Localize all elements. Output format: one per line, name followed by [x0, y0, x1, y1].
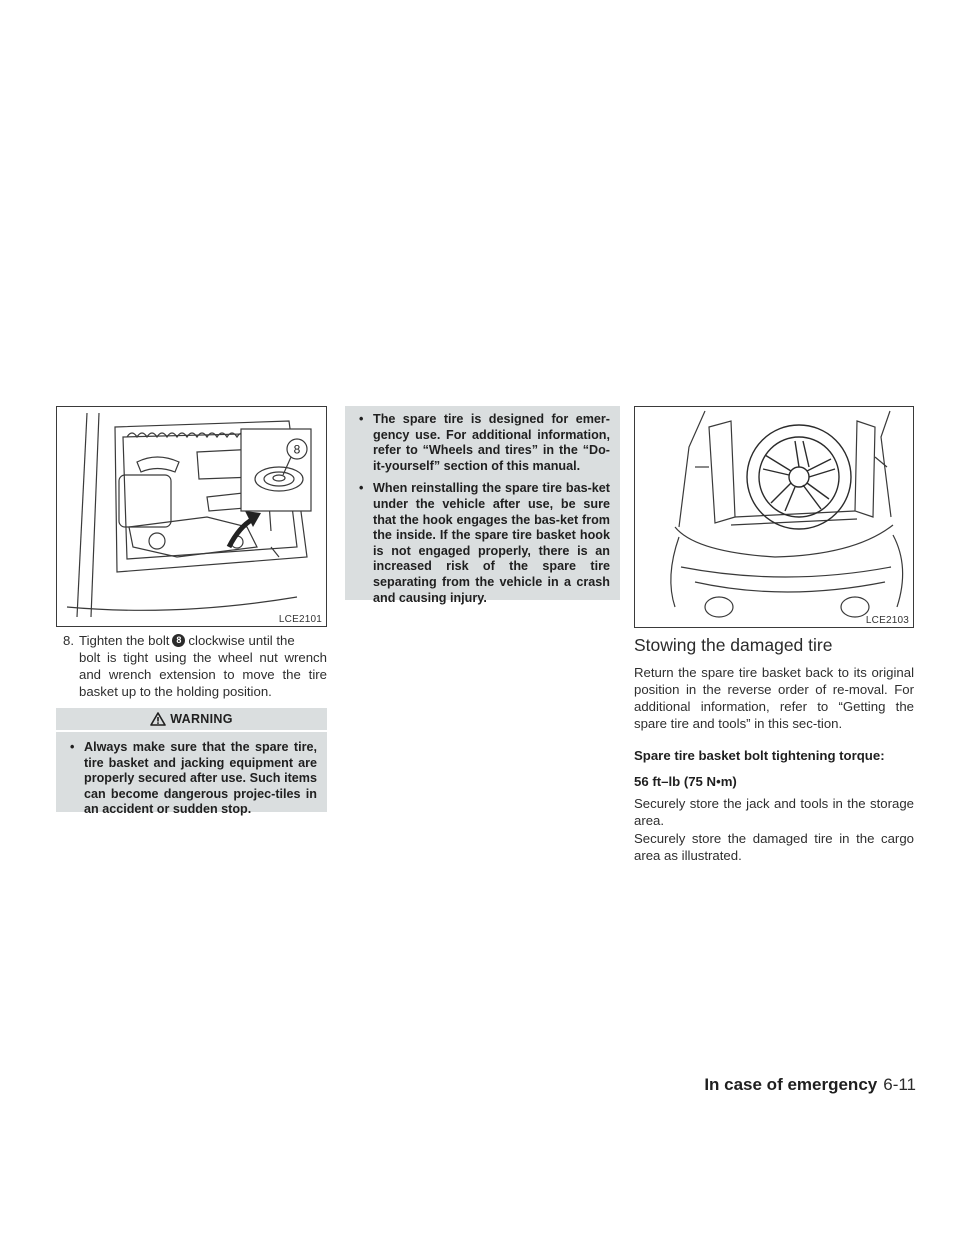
- paragraph: Securely store the jack and tools in the storage area.: [634, 796, 914, 828]
- torque-label-text: Spare tire basket bolt tightening torque:: [634, 748, 885, 763]
- stowing-paragraph-2: [634, 795, 914, 829]
- step-text-rest: bolt is tight using the wheel nut wrench and wrench extension to move the tire basket up to the holding position.: [79, 650, 327, 699]
- cargo-tire-figure: [634, 406, 914, 628]
- warning-item: • When reinstalling the spare tire bas-ket under the vehicle after use, be sure that the hook engages the bas-ket from the inside. If the spare tire basket hook is not engaged properly, there is an increased risk of the spare tire separating from the vehicle in a crash and causing injury.: [359, 481, 610, 606]
- torque-value-text: 56 ft–lb (75 N•m): [634, 774, 737, 789]
- step-number: 8.: [63, 633, 74, 648]
- callout-label: 8: [293, 442, 301, 457]
- warning-box: [56, 708, 327, 817]
- warning-title: WARNING: [170, 712, 233, 726]
- figure-code: LCE2101: [278, 614, 322, 625]
- section-title: Stowing the damaged tire: [634, 635, 833, 655]
- warning-item: • The spare tire is designed for emer-gency use. For additional information, refer to “Wheels and tires” in the “Do-it-yourself” section of this manual.: [359, 412, 610, 474]
- cargo-illustration: [635, 407, 914, 628]
- warning-icon: [150, 712, 166, 726]
- tray-illustration: [57, 407, 327, 627]
- page-number: 6-11: [883, 1075, 916, 1094]
- figure-code: LCE2103: [865, 615, 909, 626]
- step-text-start: Tighten the bolt: [79, 633, 170, 648]
- spare-tire-tray-figure: [56, 406, 327, 627]
- paragraph: Return the spare tire basket back to its original position in the reverse order of re-moval. For additional information, refer to “Getting the spare tire and tools” in this sec-tion.: [634, 665, 914, 731]
- warning-item: • Always make sure that the spare tire, tire basket and jacking equipment are properly secured after use. Such items can become dangerous projec-tiles in an accident or sudden stop.: [70, 740, 317, 818]
- warning-header: [56, 708, 327, 732]
- paragraph: Securely store the damaged tire in the cargo area as illustrated.: [634, 831, 914, 863]
- bolt-callout-badge: 8: [172, 634, 185, 647]
- page-footer: [704, 1075, 916, 1095]
- torque-value: [634, 773, 914, 790]
- warning-box-continued: [345, 406, 620, 605]
- step-8: [63, 632, 327, 700]
- chapter-title: In case of emergency: [704, 1075, 878, 1094]
- step-text-mid: clockwise until the: [188, 633, 295, 648]
- stowing-paragraph-3: [634, 830, 914, 864]
- torque-label: [634, 747, 914, 764]
- stowing-paragraph-1: [634, 664, 914, 732]
